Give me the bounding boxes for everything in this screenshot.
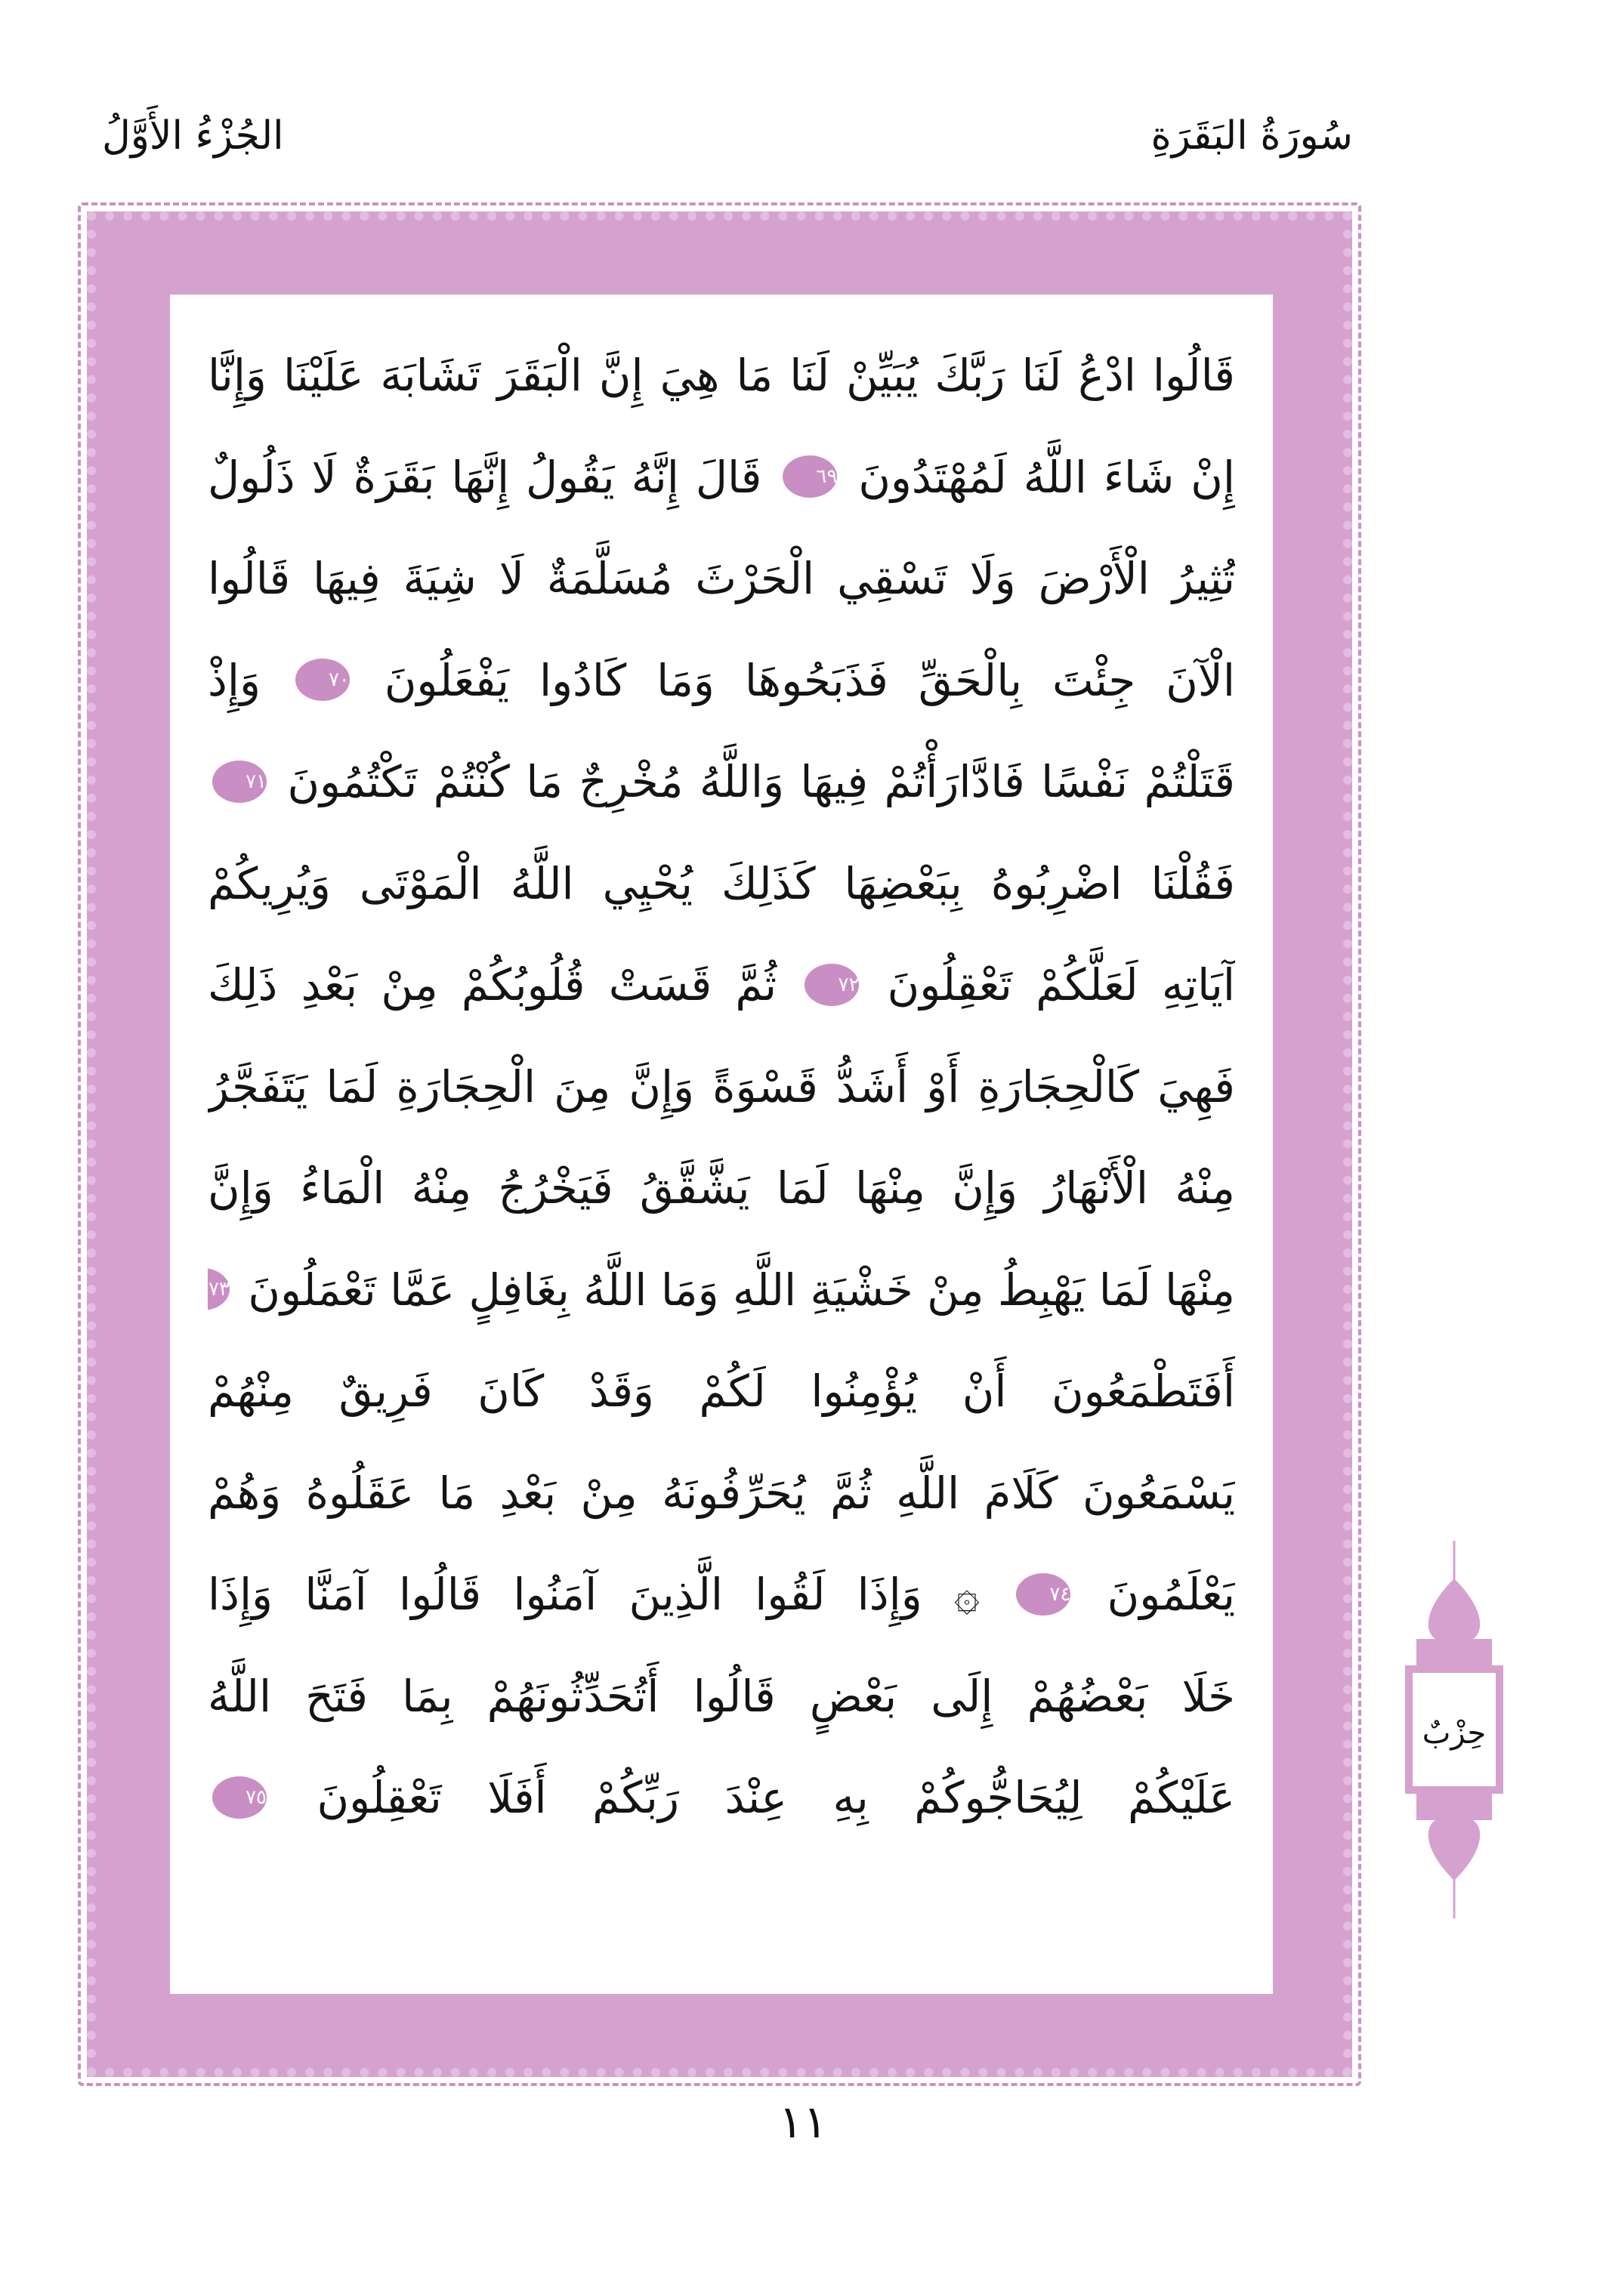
ayah-marker-icon: ٧١: [212, 761, 267, 803]
juz-title: الجُزْءُ الأَوَّلُ: [102, 113, 284, 159]
verse-line: قَالُوا ادْعُ لَنَا رَبَّكَ يُبَيِّنْ لَنَا مَا هِيَ إِنَّ الْبَقَرَ تَشَابَهَ عَلَيْنَا وَإِنَّا: [208, 350, 1235, 401]
verse-line: تُثِيرُ الْأَرْضَ وَلَا تَسْقِي الْحَرْثَ مُسَلَّمَةٌ لَا شِيَةَ فِيهَا قَالُوا: [208, 553, 1235, 604]
hizb-label: حِزْبٌ: [1422, 1716, 1487, 1751]
verse-line: عَلَيْكُمْ لِيُحَاجُّوكُمْ بِهِ عِنْدَ رَبِّكُمْ أَفَلَا تَعْقِلُونَ ٧٥: [208, 1747, 1235, 1849]
ayah-marker-icon: ٧٤: [1016, 1573, 1070, 1616]
ayah-marker-icon: ٦٩: [783, 455, 837, 498]
ayah-marker-icon: ٧٢: [805, 964, 859, 1006]
ayah-marker-icon: ٧٣: [208, 1268, 230, 1310]
verse-line: مِنْهُ الْأَنْهَارُ وَإِنَّ مِنْهَا لَمَا يَشَّقَّقُ فَيَخْرُجُ مِنْهُ الْمَاءُ وَإِنَّ: [208, 1162, 1235, 1214]
verse-line: فَقُلْنَا اضْرِبُوهُ بِبَعْضِهَا كَذَلِكَ يُحْيِي اللَّهُ الْمَوْتَى وَيُرِيكُمْ: [208, 857, 1235, 909]
page-number: ١١: [778, 2096, 828, 2149]
hizb-marker: [1394, 1541, 1515, 1918]
hizb-ornament-icon: [1394, 1541, 1515, 1918]
ayah-marker-icon: ٧٥: [212, 1776, 267, 1819]
verse-line: الْآنَ جِئْتَ بِالْحَقِّ فَذَبَحُوهَا وَمَا كَادُوا يَفْعَلُونَ ٧٠ وَإِذْ: [208, 654, 1235, 706]
verse-line: فَهِيَ كَالْحِجَارَةِ أَوْ أَشَدُّ قَسْوَةً وَإِنَّ مِنَ الْحِجَارَةِ لَمَا يَتَفَجَّرُ: [208, 1060, 1235, 1113]
ayah-marker-icon: ٧٠: [295, 659, 350, 701]
verse-line: يَسْمَعُونَ كَلَامَ اللَّهِ ثُمَّ يُحَرِّفُونَهُ مِنْ بَعْدِ مَا عَقَلُوهُ وَهُمْ: [208, 1467, 1235, 1519]
verse-panel: [170, 295, 1273, 1994]
verse-line: إِنْ شَاءَ اللَّهُ لَمُهْتَدُونَ ٦٩ قَالَ إِنَّهُ يَقُولُ إِنَّهَا بَقَرَةٌ لَا ذَلُولٌ: [208, 451, 1235, 503]
surah-title: سُورَةُ البَقَرَةِ: [1150, 113, 1353, 159]
verse-line: خَلَا بَعْضُهُمْ إِلَى بَعْضٍ قَالُوا أَتُحَدِّثُونَهُمْ بِمَا فَتَحَ اللَّهُ: [208, 1670, 1235, 1722]
verse-line: يَعْلَمُونَ ٧٤ ۞ وَإِذَا لَقُوا الَّذِينَ آمَنُوا قَالُوا آمَنَّا وَإِذَا: [208, 1569, 1235, 1620]
verse-line: آيَاتِهِ لَعَلَّكُمْ تَعْقِلُونَ ٧٢ ثُمَّ قَسَتْ قُلُوبُكُمْ مِنْ بَعْدِ ذَلِكَ: [208, 959, 1235, 1011]
verse-line: قَتَلْتُمْ نَفْسًا فَادَّارَأْتُمْ فِيهَا وَاللَّهُ مُخْرِجٌ مَا كُنْتُمْ تَكْتُمُونَ ٧١: [208, 731, 1235, 833]
verse-line: مِنْهَا لَمَا يَهْبِطُ مِنْ خَشْيَةِ اللَّهِ وَمَا اللَّهُ بِغَافِلٍ عَمَّا تَعْمَلُونَ ٧٣: [208, 1239, 1235, 1341]
verse-line: أَفَتَطْمَعُونَ أَنْ يُؤْمِنُوا لَكُمْ وَقَدْ كَانَ فَرِيقٌ مِنْهُمْ: [208, 1366, 1235, 1417]
